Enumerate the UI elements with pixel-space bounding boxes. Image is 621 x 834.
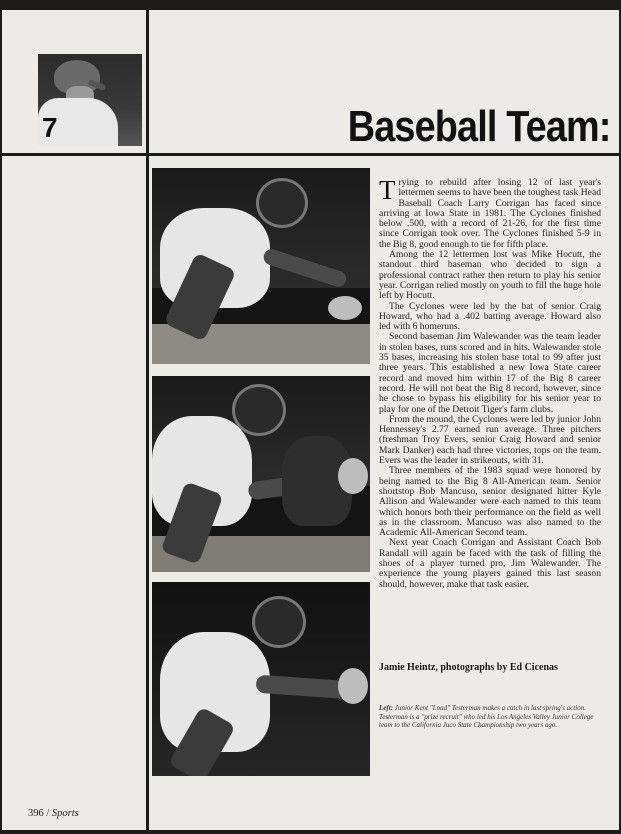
page-title: Baseball Team: [348,102,611,151]
article-paragraph: Three members of the 1983 squad were honored by being named to the Big 8 All-American team. Senior shortstop Bob Mancuso, senior designated hitter Kyle Allison and Walewander were each named to this team which honors both their performance on the field as well as in the classroom. Mancuso was also named to the Academic All-American Second team. [379,465,601,539]
caption-lead: Left: [379,704,393,712]
article-paragraph [379,175,601,250]
yearbook-page [2,10,619,830]
drop-cap: T [379,175,396,205]
article-paragraph: Next year Coach Corrigan and Assistant Coach Bob Randall will again be faced with the task of filling the shoes of a player turned pro, Jim Walewander. The experience the young players gained this last season should, however, make that task easier. [379,537,601,590]
article-paragraph: The Cyclones were led by the bat of senior Craig Howard, who had a .402 batting average. Howard also led with 6 homeruns. [379,300,601,333]
catcher-mitt [338,458,368,494]
catcher-photo-2 [152,376,370,572]
page-folio: 396 / Sports [28,808,79,819]
caption-text: Junior Kent "Load" Testerman makes a catch in last spring's action. Testerman is a "prize recruit" who led his Los Angeles Valley Junior College team to the California Juco State Championship two years ago. [379,704,594,730]
photo-caption [379,704,607,730]
article-paragraph: Among the 12 lettermen lost was Mike Hocutt, the standout third baseman who decided to sign a professional contract rather then return to play his senior year. Corrigan relied mostly on youth to fill the huge hole left by Hocutt. [379,249,601,302]
article-body [379,175,601,590]
catcher-mitt [328,296,362,320]
page-number: 396 [28,808,44,819]
vertical-rule [146,10,149,830]
catcher-mask [256,178,308,228]
article-paragraph: From the mound, the Cyclones were led by junior John Hennessey's 2.77 earned run average. Three pitchers (freshman Troy Evers, senior Craig Howard and senior Mark Danker) each had three victories, tops on the team. Evers was the leader in strikeouts, with 31. [379,413,601,467]
article-paragraph: Second baseman Jim Walewander was the team leader in stolen bases, runs scored and in hits. Walewander stole 35 bases, increasing his stolen base total to 99 after just three years. This established a new Iowa State career record and moved him within 17 of the Big 8 career record. He will not beat the Big 8 record, however, since he chose to bypass his eligibility for his senior year to play for one of the Detroit Tiger's farm clubs. [379,331,601,415]
catcher-mask [252,596,306,648]
byline: Jamie Heintz, photographs by Ed Cicenas [379,662,558,673]
catcher-photo-3 [152,582,370,776]
paragraph-text: rying to rebuild after losing 12 of last year's lettermen seems to have been the toughest task Head Baseball Coach Larry Corrigan has faced since arriving at Iowa State in 1981. The Cyclones finished below .500, with a record of 21-26, for the first time since Corrigan took over. The Cyclones finished 5-9 in the Big 8, good enough to tie for fifth place. [379,177,601,250]
catcher-photo-1 [152,168,370,364]
catcher-mitt [338,668,368,704]
corner-player-photo [38,54,142,146]
jersey-number: 7 [42,112,58,143]
horizontal-rule [2,153,619,156]
catcher-mask [232,384,286,436]
section-name: Sports [51,808,79,819]
